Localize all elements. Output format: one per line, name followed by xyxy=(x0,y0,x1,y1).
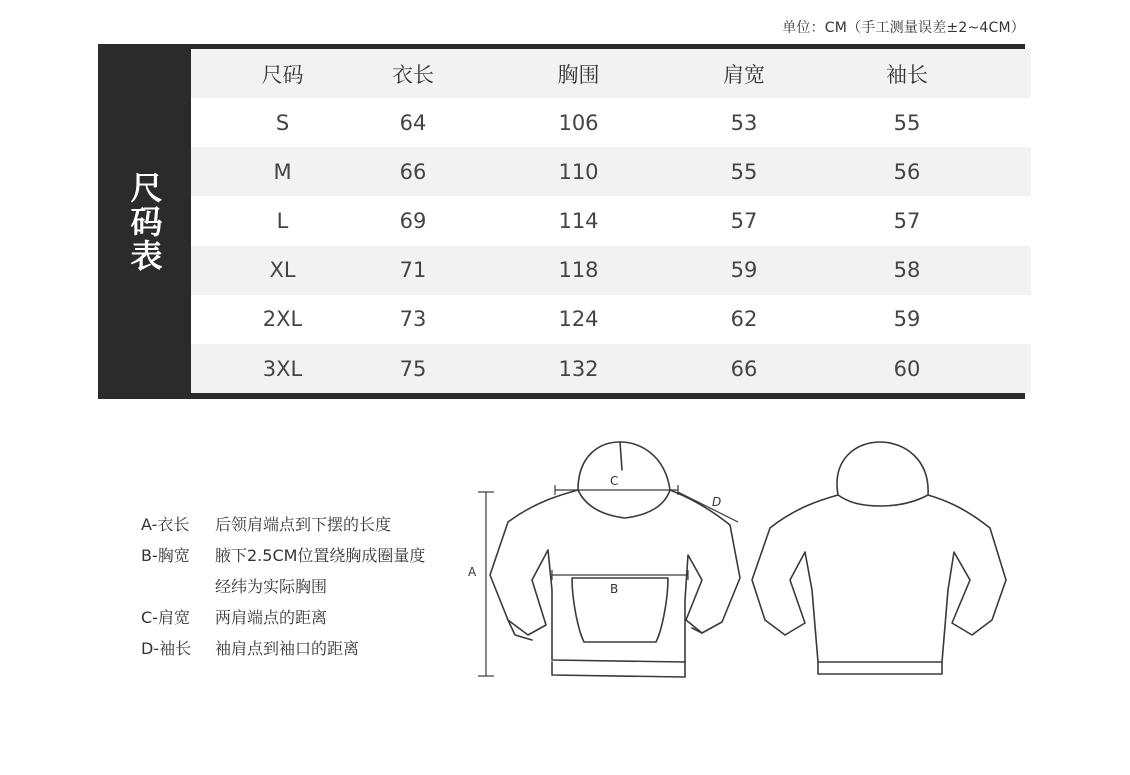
table-row xyxy=(191,98,1031,147)
cell-length: 66 xyxy=(399,159,427,184)
cell-size: XL xyxy=(269,258,296,283)
hoodie-measurement-diagram xyxy=(460,430,1020,690)
cell-chest: 132 xyxy=(558,356,599,381)
cell-sleeve: 55 xyxy=(893,110,921,135)
diagram-label-c: C xyxy=(610,474,619,488)
legend-item-d xyxy=(141,633,445,664)
cell-length: 75 xyxy=(399,356,427,381)
cell-chest: 114 xyxy=(558,208,599,233)
header-length: 衣长 xyxy=(392,62,434,87)
cell-chest: 124 xyxy=(558,307,599,332)
table-row xyxy=(191,246,1031,295)
measure-line-d xyxy=(678,492,738,522)
side-title: 尺码表 xyxy=(125,170,164,273)
cell-sleeve: 59 xyxy=(893,307,921,332)
header-sleeve: 袖长 xyxy=(886,62,928,87)
cell-sleeve: 60 xyxy=(893,356,921,381)
cell-chest: 118 xyxy=(558,258,599,283)
unit-note: 单位：CM（手工测量误差±2~4CM） xyxy=(782,20,1025,36)
cell-length: 73 xyxy=(399,307,427,332)
legend-text: 腋下2.5CM位置绕胸成圈量度经纬为实际胸围 xyxy=(215,546,426,596)
header-size: 尺码 xyxy=(261,62,304,87)
table-header-row xyxy=(191,49,1031,98)
side-title-panel xyxy=(98,44,191,399)
diagram-label-a: A xyxy=(468,565,477,579)
hoodie-back-illustration xyxy=(752,442,1006,674)
cell-size: 2XL xyxy=(262,307,303,332)
cell-size: L xyxy=(276,208,289,233)
legend-key: A-衣长 xyxy=(141,515,190,534)
legend-text: 后领肩端点到下摆的长度 xyxy=(215,515,392,534)
diagram-label-b: B xyxy=(610,582,619,596)
legend-item-c xyxy=(141,602,445,633)
cell-size: M xyxy=(273,159,292,184)
legend-item-a xyxy=(141,509,445,540)
legend-item-b xyxy=(141,540,445,602)
cell-length: 64 xyxy=(399,110,427,135)
cell-size: S xyxy=(275,110,290,135)
cell-chest: 110 xyxy=(558,159,599,184)
legend-text: 两肩端点的距离 xyxy=(215,608,328,627)
cell-shoulder: 53 xyxy=(730,110,758,135)
diagram-label-d: D xyxy=(712,495,722,509)
header-shoulder: 肩宽 xyxy=(723,62,765,87)
legend-text: 袖肩点到袖口的距离 xyxy=(215,639,360,658)
legend-key: B-胸宽 xyxy=(141,546,190,565)
cell-length: 69 xyxy=(399,208,427,233)
legend-key: D-袖长 xyxy=(141,639,192,658)
table-row xyxy=(191,147,1031,196)
table-row xyxy=(191,344,1031,393)
size-table xyxy=(191,49,1031,393)
measurement-legend xyxy=(141,509,445,664)
cell-sleeve: 58 xyxy=(893,258,921,283)
header-chest: 胸围 xyxy=(557,62,600,87)
legend-key: C-肩宽 xyxy=(141,608,190,627)
table-row xyxy=(191,196,1031,245)
cell-size: 3XL xyxy=(262,356,303,381)
cell-sleeve: 57 xyxy=(893,208,921,233)
table-row xyxy=(191,295,1031,344)
cell-shoulder: 62 xyxy=(730,307,758,332)
cell-shoulder: 57 xyxy=(730,208,758,233)
size-chart xyxy=(98,44,1025,399)
cell-length: 71 xyxy=(399,258,427,283)
cell-shoulder: 55 xyxy=(730,159,758,184)
cell-chest: 106 xyxy=(558,110,599,135)
cell-shoulder: 59 xyxy=(730,258,758,283)
cell-shoulder: 66 xyxy=(730,356,758,381)
cell-sleeve: 56 xyxy=(893,159,921,184)
